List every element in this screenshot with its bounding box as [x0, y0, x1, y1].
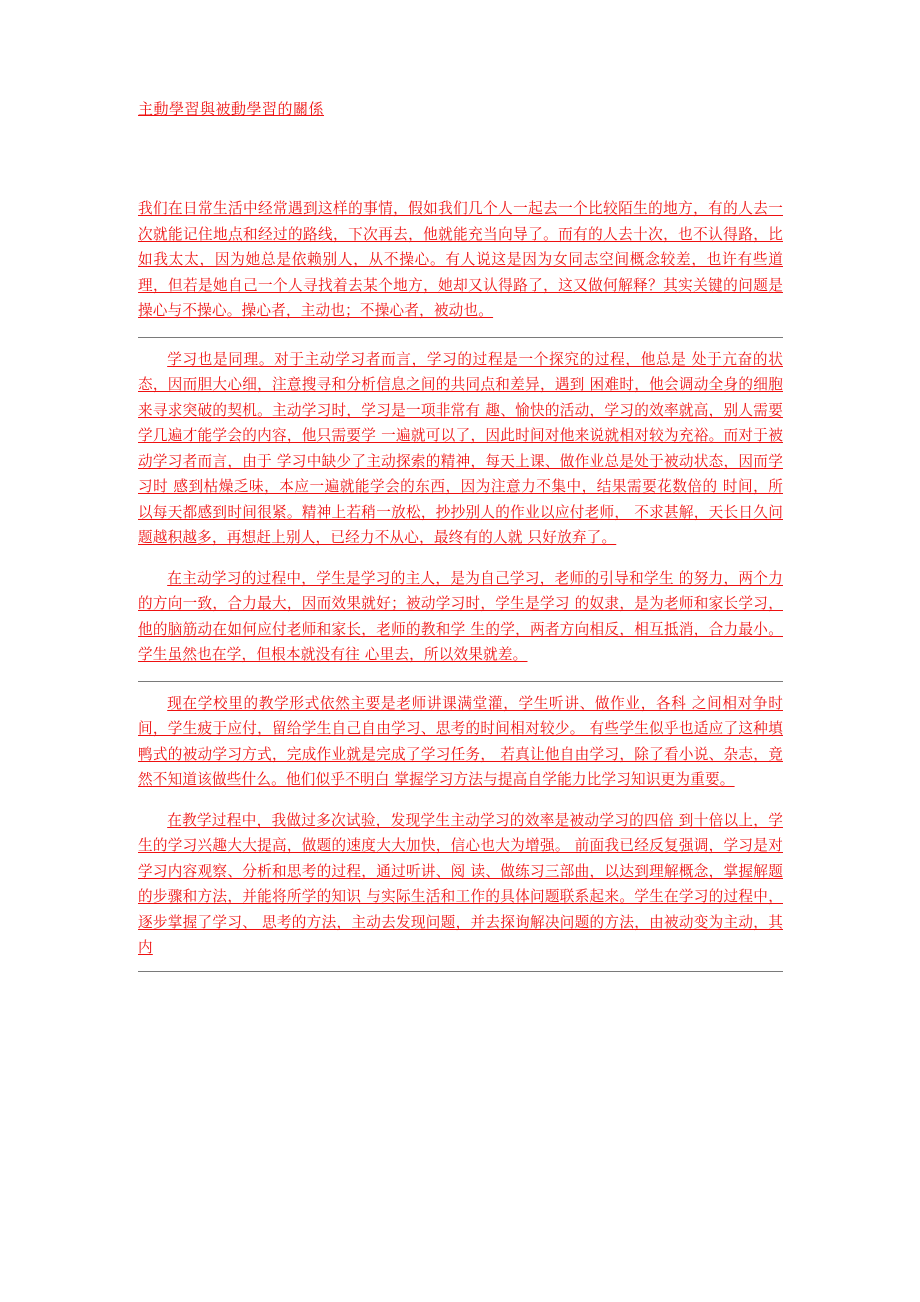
paragraph-1: 我们在日常生活中经常遇到这样的事情，假如我们几个人一起去一个比较陌生的地方，有的人去一次就能记住地点和经过的路线，下次再去，他就能充当向导了。而有的人去十次，也不认得路，比如我太太，因为她总是依赖别人，从不操心。有人说这是因为女同志空间概念较差，也许有些道理，但若是她自己一个人寻找着去某个地方，她却又认得路了，这又做何解释？其实关键的问题是操心与不操心。操心者，主动也；不操心者，被动也。	[138, 200, 783, 319]
section-divider-1	[138, 337, 783, 338]
section-divider-2	[138, 681, 783, 682]
paragraph-4: 现在学校里的教学形式依然主要是老师讲课满堂灌，学生听讲、做作业，各科 之间相对争时间，学生疲于应付，留给学生自己自由学习、思考的时间相对较少。 有些学生似乎也适应了这种填鸭式的被动学习方式，完成作业就是完成了学习任务， 若真让他自由学习，除了看小说、杂志，竟然不知道该做些什么。他们似乎不明白 掌握学习方法与提高自学能力比学习知识更为重要。	[138, 694, 783, 788]
paragraph-3: 在主动学习的过程中，学生是学习的主人，是为自己学习，老师的引导和学生 的努力，两个力的方向一致，合力最大，因而效果就好；被动学习时，学生是学习 的奴隶，是为老师和家长学习，他的脑筋动在如何应付老师和家长，老师的教和学 生的学，两者方向相反，相互抵消，合力最小。学生虽然也在学，但根本就没有往 心里去，所以效果就差。	[138, 569, 783, 663]
section-divider-3	[138, 971, 783, 972]
paragraph-gap-1	[138, 551, 783, 566]
paragraph-gap-2	[138, 793, 783, 808]
title-body-gap	[138, 120, 783, 196]
document-content	[138, 0, 783, 972]
page-title: 主動學習與被動學習的關係	[138, 100, 325, 118]
paragraph-2: 学习也是同理。对于主动学习者而言，学习的过程是一个探究的过程，他总是 处于亢奋的状态，因而胆大心细，注意搜寻和分析信息之间的共同点和差异，遇到 困难时，他会调动全身的细胞来寻求突破的契机。主动学习时，学习是一项非常有 趣、愉快的活动，学习的效率就高，别人需要学几遍才能学会的内容，他只需要学 一遍就可以了，因此时间对他来说就相对较为充裕。而对于被动学习者而言，由于 学习中缺少了主动探索的精神，每天上课、做作业总是处于被动状态，因而学习时 感到枯燥乏味，本应一遍就能学会的东西，因为注意力不集中，结果需要花数倍的 时间，所以每天都感到时间很紧。精神上若稍一放松，抄抄别人的作业以应付老师， 不求甚解，天长日久问题越积越多，再想赶上别人，已经力不从心，最终有的人就 只好放弃了。	[138, 350, 783, 546]
paragraph-5: 在教学过程中，我做过多次试验，发现学生主动学习的效率是被动学习的四倍 到十倍以上，学生的学习兴趣大大提高，做题的速度大大加快，信心也大为增强。 前面我已经反复强调，学习是对学习内容观察、分析和思考的过程，通过听讲、阅 读、做练习三部曲，以达到理解概念，掌握解题的步骤和方法，并能将所学的知识 与实际生活和工作的具体问题联系起来。学生在学习的过程中，逐步掌握了学习、 思考的方法，主动去发现问题，并去探询解决问题的方法，由被动变为主动，其内	[138, 811, 783, 956]
